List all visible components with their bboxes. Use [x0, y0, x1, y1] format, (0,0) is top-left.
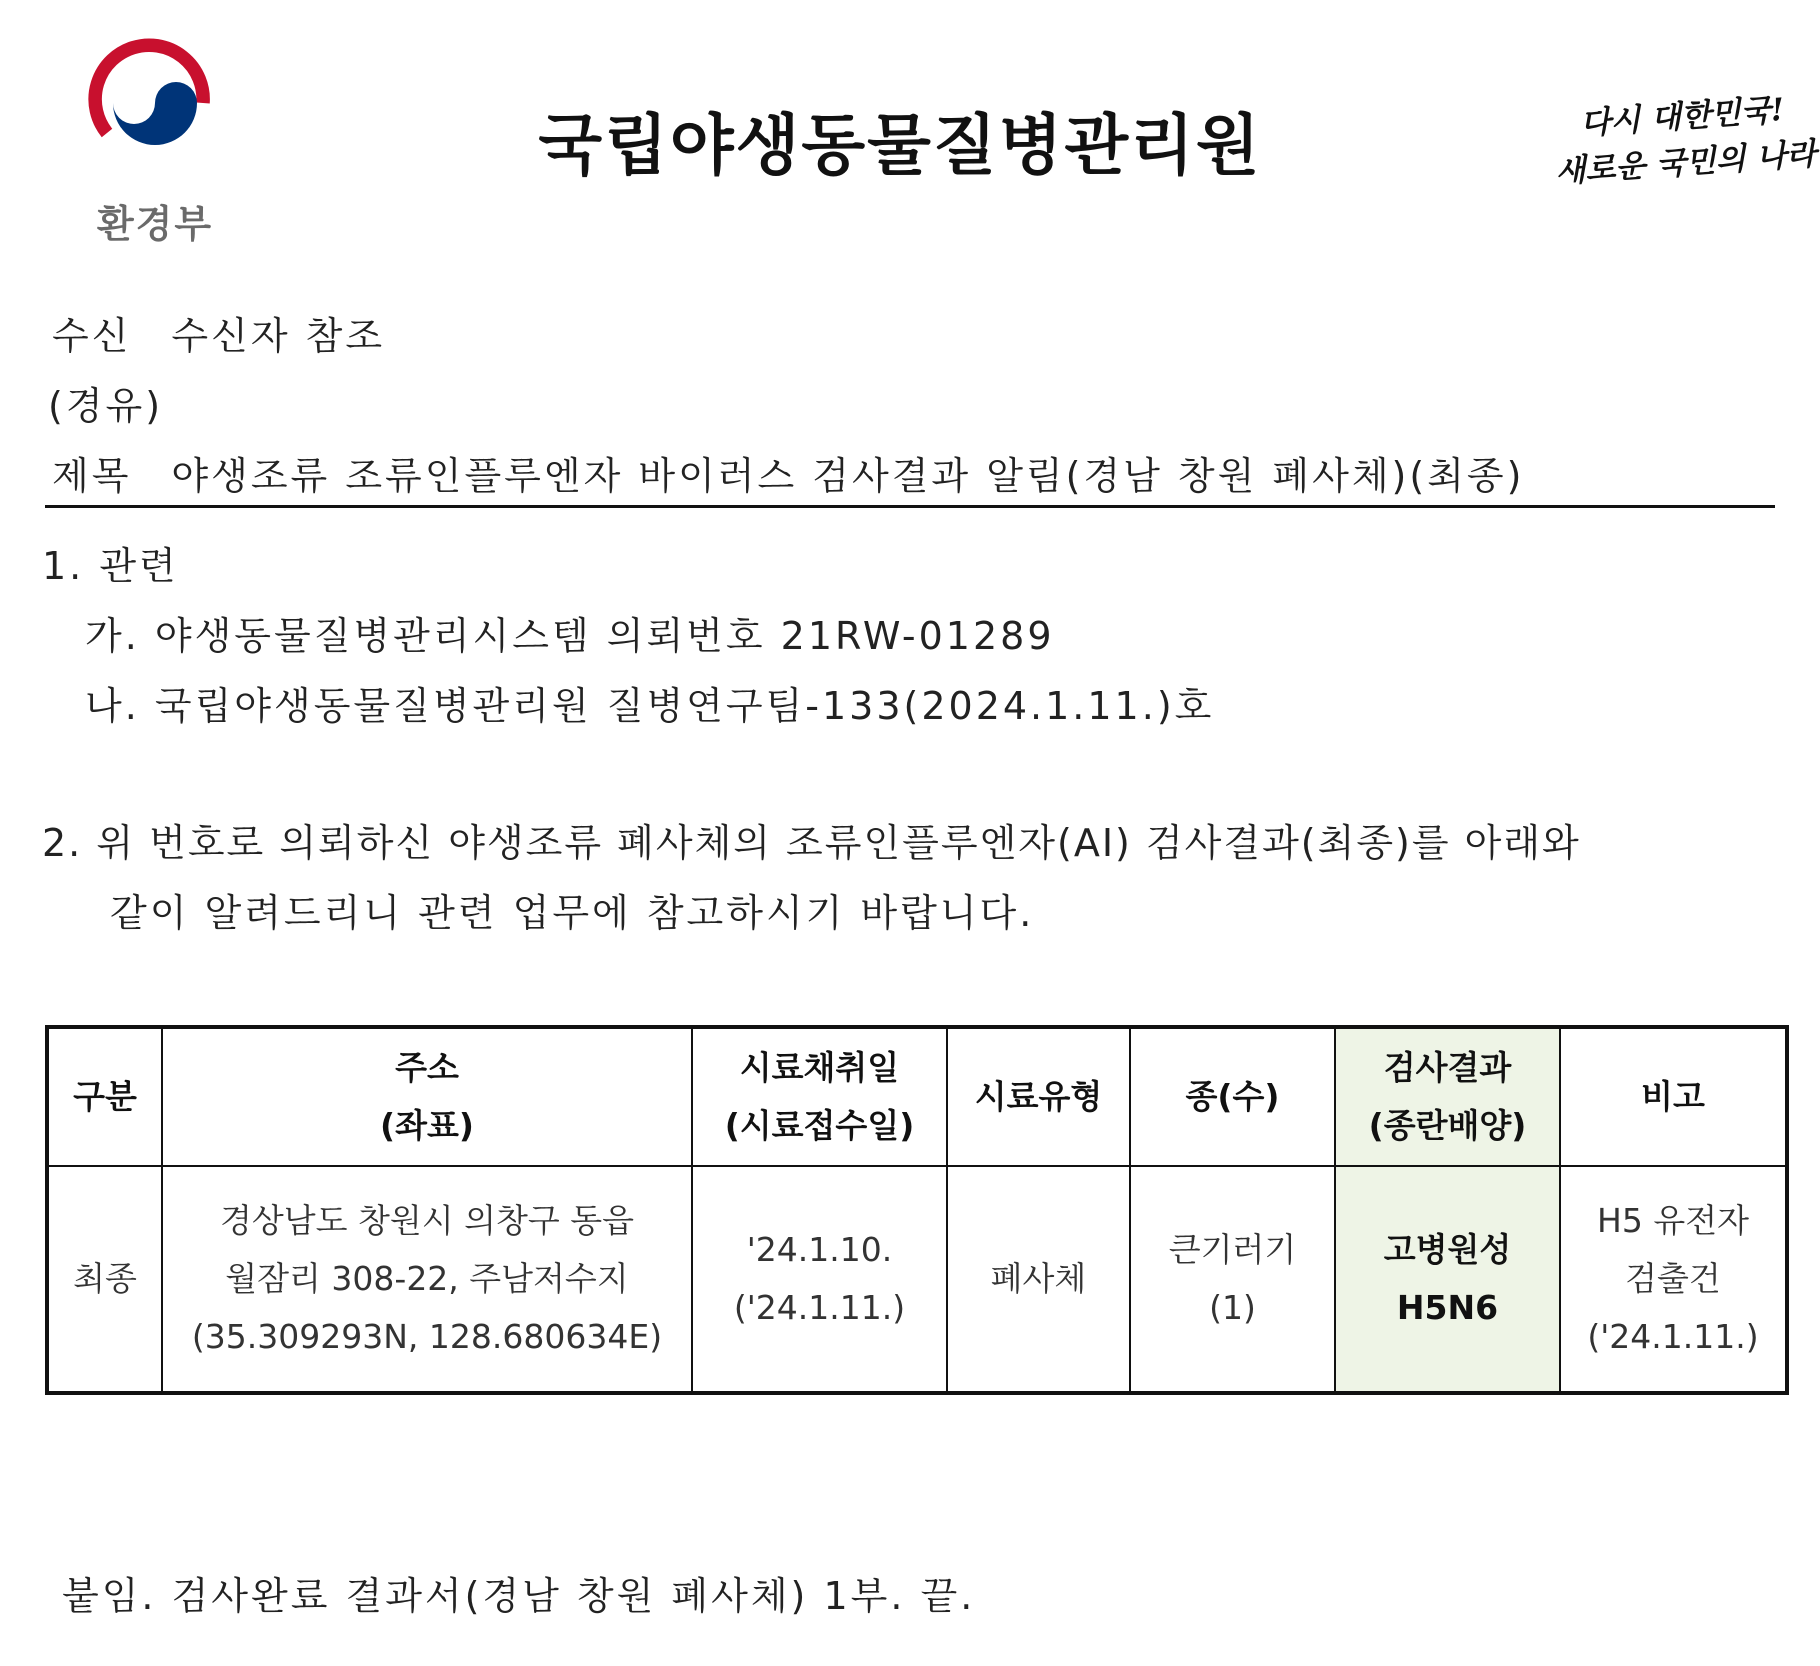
header-date: 시료채취일 (시료접수일)	[692, 1027, 947, 1166]
organization-title: 국립야생동물질병관리원	[538, 107, 1262, 184]
slogan-line-1: 다시 대한민국!	[1579, 91, 1786, 143]
header-sample-type: 시료유형	[947, 1027, 1130, 1166]
slogan-line-2: 새로운 국민의 나라	[1554, 135, 1818, 191]
item1-b: 나. 국립야생동물질병관리원 질병연구팀-133(2024.1.11.)호	[85, 684, 1215, 728]
ministry-name: 환경부	[96, 202, 214, 246]
cell-result: 고병원성 H5N6	[1335, 1166, 1560, 1393]
header-result: 검사결과 (종란배양)	[1335, 1027, 1560, 1166]
item1-a: 가. 야생동물질병관리시스템 의뢰번호 21RW-01289	[85, 614, 1055, 658]
table-row	[47, 1166, 1787, 1393]
cell-sample-type: 폐사체	[947, 1166, 1130, 1393]
header-remarks: 비고	[1560, 1027, 1787, 1166]
recipient-label: 수신	[52, 314, 132, 358]
recipient-value: 수신자 참조	[171, 314, 386, 358]
subject-value: 야생조류 조류인플루엔자 바이러스 검사결과 알림(경남 창원 폐사체)(최종)	[171, 454, 1525, 498]
header-address: 주소 (좌표)	[162, 1027, 692, 1166]
cell-remarks: H5 유전자 검출건 ('24.1.11.)	[1560, 1166, 1787, 1393]
cell-species: 큰기러기 (1)	[1130, 1166, 1335, 1393]
slogan-signature	[1554, 85, 1818, 205]
item2-line1: 2. 위 번호로 의뢰하신 야생조류 폐사체의 조류인플루엔자(AI) 검사결과(최종)를 아래와	[42, 821, 1581, 865]
subject-row	[52, 445, 1524, 500]
via-row	[48, 375, 163, 430]
item2-line2: 같이 알려드리니 관련 업무에 참고하시기 바랍니다.	[110, 891, 1035, 935]
result-table	[45, 1025, 1789, 1395]
via-label: (경유)	[48, 384, 164, 428]
recipient-row	[52, 305, 385, 360]
subject-label: 제목	[52, 454, 132, 498]
cell-date: '24.1.10. ('24.1.11.)	[692, 1166, 947, 1393]
header-species: 종(수)	[1130, 1027, 1335, 1166]
attachment-note: 붙임. 검사완료 결과서(경남 창원 폐사체) 1부. 끝.	[62, 1574, 976, 1618]
cell-address: 경상남도 창원시 의창구 동읍 월잠리 308-22, 주남저수지 (35.309293N, 128.680634E)	[162, 1166, 692, 1393]
item1-title: 1. 관련	[42, 544, 179, 588]
header-category: 구분	[47, 1027, 162, 1166]
table-header-row	[47, 1027, 1787, 1166]
header-divider	[45, 505, 1775, 508]
cell-category: 최종	[47, 1166, 162, 1393]
government-emblem-icon	[80, 28, 230, 178]
